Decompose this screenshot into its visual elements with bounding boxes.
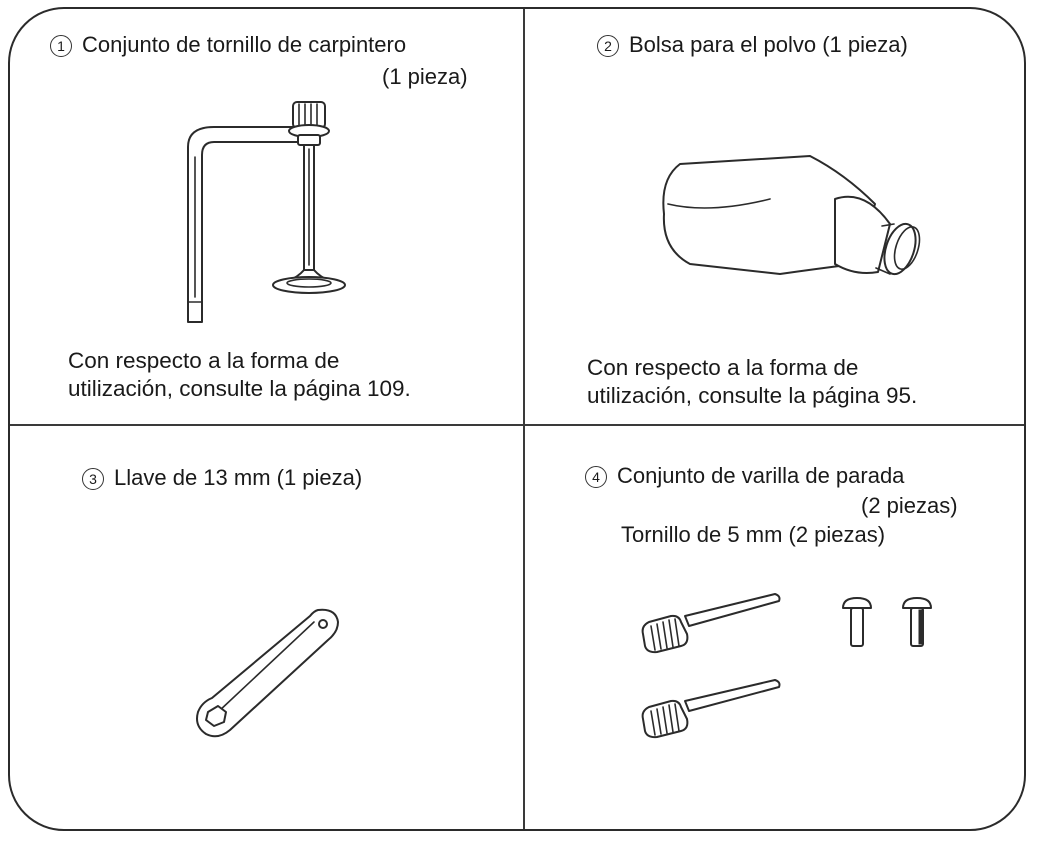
item-note-line: Con respecto a la forma de: [68, 348, 340, 373]
item-number-badge: 4: [585, 466, 607, 488]
cell-wrench: [10, 426, 523, 831]
item-title-text: Conjunto de tornillo de carpintero: [82, 32, 407, 57]
item-number-badge: 1: [50, 35, 72, 57]
item-subtitle: Tornillo de 5 mm (2 piezas): [621, 522, 886, 547]
item-title: [597, 31, 908, 58]
item-note-line: utilización, consulte la página 95.: [587, 383, 918, 408]
carpenter-screw-illustration: [180, 97, 360, 337]
cell-stopper-rods: [525, 426, 1026, 831]
item-note-line: Con respecto a la forma de: [587, 355, 859, 380]
item-number-badge: 2: [597, 35, 619, 57]
item-title: [585, 462, 904, 489]
wrench-illustration: [188, 602, 348, 742]
item-title-text: Conjunto de varilla de parada: [617, 463, 905, 488]
item-quantity: (1 pieza): [382, 64, 468, 89]
item-title: [82, 464, 362, 491]
cell-carpenter-screw: [10, 9, 523, 424]
dust-bag-illustration: [650, 144, 940, 284]
accessories-panel: [8, 7, 1026, 831]
item-title-text: Bolsa para el polvo (1 pieza): [629, 32, 908, 57]
stopper-rods-illustration: [635, 586, 935, 766]
item-title: [50, 31, 406, 58]
item-quantity: (2 piezas): [861, 493, 958, 518]
item-note: [68, 347, 518, 403]
item-title-text: Llave de 13 mm (1 pieza): [114, 465, 363, 490]
item-note: [587, 354, 1026, 410]
item-number-badge: 3: [82, 468, 104, 490]
cell-dust-bag: [525, 9, 1026, 424]
item-note-line: utilización, consulte la página 109.: [68, 376, 411, 401]
